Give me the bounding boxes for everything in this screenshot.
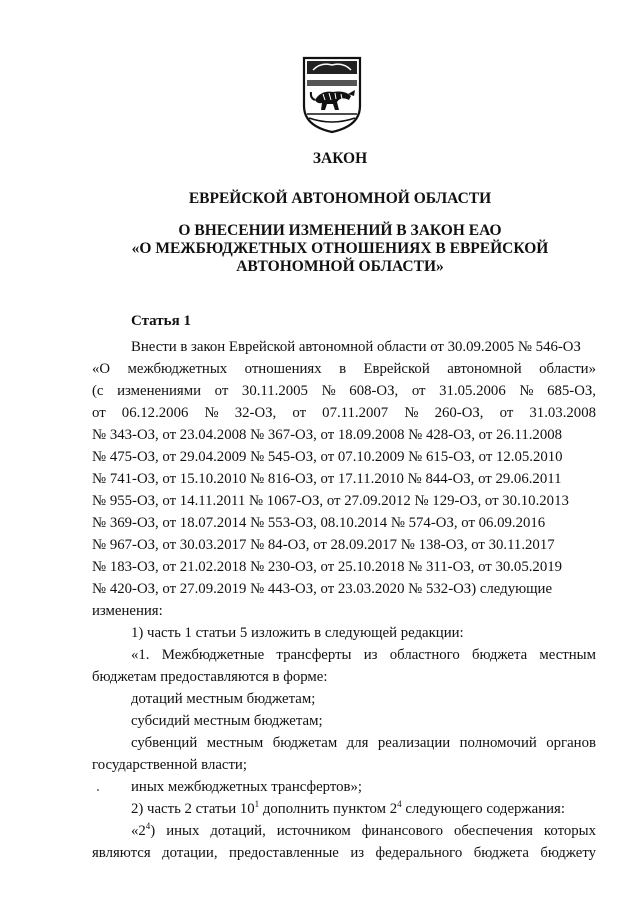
body-line: 1) часть 1 статьи 5 изложить в следующей редакции: xyxy=(131,625,464,641)
line-part: ) иных дотаций, источником финансового обеспечения которых xyxy=(150,823,596,839)
body-line-text: являются дотации, предоставленные из федерального бюджета бюджету xyxy=(92,845,596,861)
body-line-text: «1. Межбюджетные трансферты из областного бюджета местным xyxy=(131,647,596,663)
document-subject xyxy=(60,222,620,276)
body-line xyxy=(92,405,596,427)
body-line: № 741-ОЗ, от 15.10.2010 № 816-ОЗ, от 17.11.2010 № 844-ОЗ, от 29.06.2011 xyxy=(92,471,562,487)
body-line: дотаций местным бюджетам; xyxy=(131,691,316,707)
subject-line-2: «О МЕЖБЮДЖЕТНЫХ ОТНОШЕНИЯХ В ЕВРЕЙСКОЙ xyxy=(131,240,549,257)
subject-line-3: АВТОНОМНОЙ ОБЛАСТИ» xyxy=(236,258,444,275)
body-line xyxy=(131,647,596,669)
body-line: государственной власти; xyxy=(92,757,247,773)
body-line: иных межбюджетных трансфертов»; xyxy=(131,779,363,795)
document-title: ЗАКОН xyxy=(312,150,368,167)
body-line xyxy=(131,801,565,818)
line-part: дополнить пунктом 2 xyxy=(259,801,398,817)
line-part: «2 xyxy=(131,823,146,839)
body-line: № 967-ОЗ, от 30.03.2017 № 84-ОЗ, от 28.09.2017 № 138-ОЗ, от 30.11.2017 xyxy=(92,537,555,553)
body-line: № 369-ОЗ, от 18.07.2014 № 553-ОЗ, 08.10.2014 № 574-ОЗ, от 06.09.2016 xyxy=(92,515,546,531)
body-line xyxy=(92,361,596,383)
body-line-text: субвенций местным бюджетам для реализации полномочий органов xyxy=(131,735,596,751)
body-line xyxy=(92,383,596,405)
body-line: № 343-ОЗ, от 23.04.2008 № 367-ОЗ, от 18.09.2008 № 428-ОЗ, от 26.11.2008 xyxy=(92,427,563,443)
coat-of-arms-emblem xyxy=(301,56,363,134)
body-line: субсидий местным бюджетам; xyxy=(131,713,323,729)
superscript: 1 xyxy=(254,799,260,810)
body-line xyxy=(131,823,596,845)
line-part: 2) часть 2 статьи 10 xyxy=(131,801,255,817)
body-line: изменения: xyxy=(92,603,163,619)
body-line: № 955-ОЗ, от 14.11.2011 № 1067-ОЗ, от 27.09.2012 № 129-ОЗ, от 30.10.2013 xyxy=(92,493,569,509)
body-line-text: «О межбюджетных отношениях в Еврейской автономной области» xyxy=(92,361,596,377)
document-region: ЕВРЕЙСКОЙ АВТОНОМНОЙ ОБЛАСТИ xyxy=(188,190,492,207)
superscript: 4 xyxy=(397,799,402,810)
line-part: следующего содержания: xyxy=(401,801,565,817)
scan-speck xyxy=(97,789,99,791)
body-line: бюджетам предоставляются в форме: xyxy=(92,669,328,685)
body-line-text: от 06.12.2006 № 32-ОЗ, от 07.11.2007 № 260-ОЗ, от 31.03.2008 xyxy=(92,405,596,421)
body-line-text xyxy=(131,823,596,840)
body-line: № 183-ОЗ, от 21.02.2018 № 230-ОЗ, от 25.10.2018 № 311-ОЗ, от 30.05.2019 xyxy=(92,559,563,575)
body-line: № 475-ОЗ, от 29.04.2009 № 545-ОЗ, от 07.10.2009 № 615-ОЗ, от 12.05.2010 xyxy=(92,449,563,465)
body-line: Внести в закон Еврейской автономной области от 30.09.2005 № 546-ОЗ xyxy=(131,339,581,355)
body-line: № 420-ОЗ, от 27.09.2019 № 443-ОЗ, от 23.03.2020 № 532-ОЗ) следующие xyxy=(92,581,553,597)
superscript: 4 xyxy=(145,821,151,832)
body-line xyxy=(131,735,596,757)
body-line-text: (с изменениями от 30.11.2005 № 608-ОЗ, от 31.05.2006 № 685-ОЗ, xyxy=(92,383,596,399)
article-heading: Статья 1 xyxy=(131,313,191,329)
body-line xyxy=(92,845,596,867)
subject-line-1: О ВНЕСЕНИИ ИЗМЕНЕНИЙ В ЗАКОН ЕАО xyxy=(178,222,502,239)
